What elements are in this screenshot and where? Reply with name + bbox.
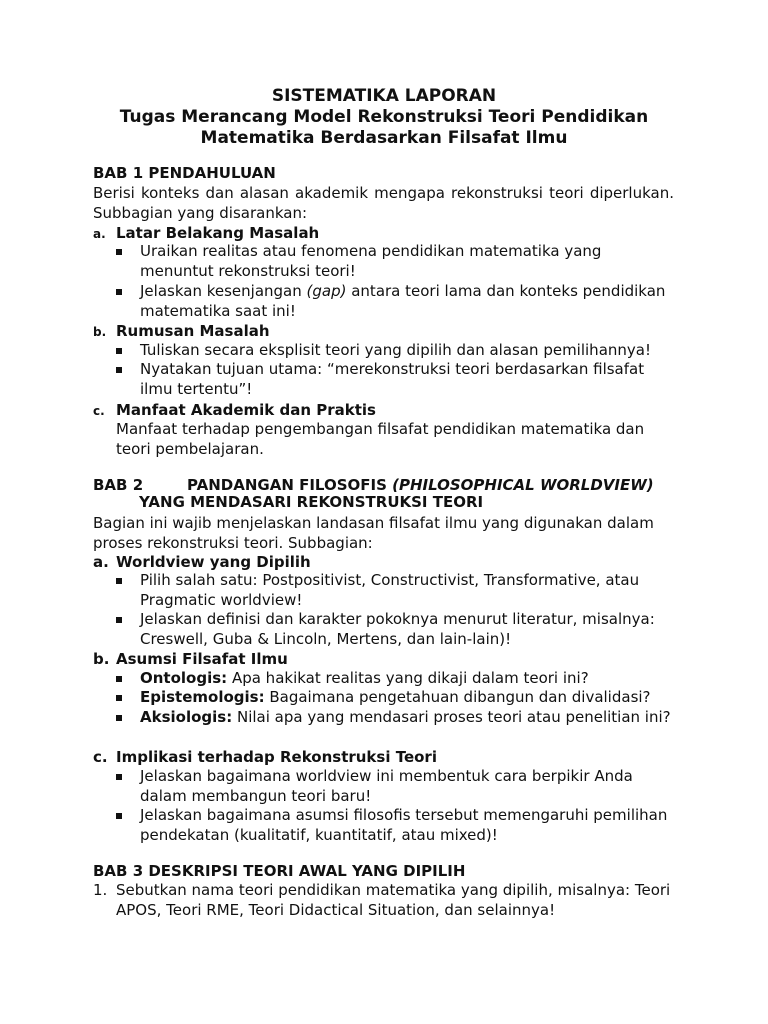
bab2-b-bullet-2-text: Epistemologis: Bagaimana pengetahuan dibangun dan divalidasi? [140,688,651,706]
bab1-sub-a-label: Latar Belakang Masalah [116,224,320,242]
bab1-b-bullet-2 [116,360,676,399]
bullet-icon [116,774,122,780]
bab1-b-bullet-2-text: Nyatakan tujuan utama: “merekonstruksi teori berdasarkan filsafat ilmu tertentu”! [140,360,645,398]
bab2-c-bullet-1-text: Jelaskan bagaimana worldview ini membentuk cara berpikir Anda dalam membangun teori baru! [140,767,633,805]
bab1-c-text: Manfaat terhadap pengembangan filsafat pendidikan matematika dan teori pembelajaran. [116,420,645,458]
bab3-heading: BAB 3 DESKRIPSI TEORI AWAL YANG DIPILIH [93,862,466,880]
bab2-sub-c-marker: c. [93,748,108,766]
bab2-a-bullet-2-text: Jelaskan definisi dan karakter pokoknya menurut literatur, misalnya: Creswell, Guba & Lincoln, Mertens, dan lain-lain)! [140,610,655,648]
bab3-item-1 [93,881,673,920]
doc-subtitle-line1: Tugas Merancang Model Rekonstruksi Teori Pendidikan [119,107,649,127]
bab1-b-bullet-1 [116,341,676,361]
bab1-a-bullet-1-text: Uraikan realitas atau fenomena pendidikan matematika yang menuntut rekonstruksi teori! [140,242,602,280]
bab1-sub-b-marker: b. [93,325,107,339]
doc-title: SISTEMATIKA LAPORAN [271,86,497,106]
bab2-a-bullet-1 [116,571,676,610]
bab1-a-bullet-1 [116,242,676,281]
bab2-b-bullet-2 [116,688,676,708]
bab2-sub-c [93,747,437,767]
bab1-intro: Berisi konteks dan alasan akademik mengapa rekonstruksi teori diperlukan. Subbagian yang disarankan: [93,184,674,222]
bullet-icon [116,813,122,819]
bab1-a-bullet-2-text: Jelaskan kesenjangan (gap) antara teori lama dan konteks pendidikan matematika saat ini! [140,282,666,320]
bab2-heading: PANDANGAN FILOSOFIS (PHILOSOPHICAL WORLDVIEW) [187,476,654,494]
bullet-icon [116,695,122,701]
bab2-heading-num: BAB 2 [93,476,144,494]
bab3-item-1-text: Sebutkan nama teori pendidikan matematika yang dipilih, misalnya: Teori APOS, Teori RME, Teori Didactical Situation, dan selainnya! [116,881,671,919]
bab2-b-bullet-1 [116,669,676,689]
bab2-sub-b [93,649,288,669]
bullet-icon [116,367,122,373]
bullet-icon [116,578,122,584]
bab2-c-bullet-1 [116,767,676,806]
bab1-sub-c-label: Manfaat Akademik dan Praktis [116,401,376,419]
bab2-c-bullet-2-text: Jelaskan bagaimana asumsi filosofis tersebut memengaruhi pemilihan pendekatan (kualitatif, kuantitatif, atau mixed)! [140,806,668,844]
bab2-b-bullet-3 [116,708,676,728]
bab1-sub-a [93,223,319,244]
bab2-sub-a-label: Worldview yang Dipilih [116,553,311,571]
bab2-heading-line2: YANG MENDASARI REKONSTRUKSI TEORI [139,493,484,511]
bullet-icon [116,348,122,354]
bab1-sub-a-marker: a. [93,227,106,241]
bab2-sub-b-label: Asumsi Filsafat Ilmu [116,650,288,668]
bab1-sub-c [93,400,376,421]
bullet-icon [116,289,122,295]
bullet-icon [116,249,122,255]
bab2-sub-b-marker: b. [93,650,110,668]
bullet-icon [116,676,122,682]
bab3-item-1-number: 1. [93,881,108,899]
bab1-b-bullet-1-text: Tuliskan secara eksplisit teori yang dipilih dan alasan pemilihannya! [140,341,651,359]
bab1-heading: BAB 1 PENDAHULUAN [93,164,276,182]
bullet-icon [116,715,122,721]
bab2-c-bullet-2 [116,806,676,845]
bab2-sub-a-marker: a. [93,553,109,571]
bab2-a-bullet-2 [116,610,676,649]
doc-subtitle-line2: Matematika Berdasarkan Filsafat Ilmu [200,128,568,148]
bab2-sub-a [93,552,311,572]
bab2-a-bullet-1-text: Pilih salah satu: Postpositivist, Constructivist, Transformative, atau Pragmatic worldview! [140,571,640,609]
bab1-sub-b-label: Rumusan Masalah [116,322,270,340]
bab2-b-bullet-3-text: Aksiologis: Nilai apa yang mendasari proses teori atau penelitian ini? [140,708,671,726]
bab2-sub-c-label: Implikasi terhadap Rekonstruksi Teori [116,748,437,766]
bab1-sub-b [93,321,270,342]
bab2-intro: Bagian ini wajib menjelaskan landasan filsafat ilmu yang digunakan dalam proses rekonstruksi teori. Subbagian: [93,514,654,552]
bab1-a-bullet-2 [116,282,676,321]
bullet-icon [116,617,122,623]
bab2-b-bullet-1-text: Ontologis: Apa hakikat realitas yang dikaji dalam teori ini? [140,669,589,687]
bab1-sub-c-marker: c. [93,404,105,418]
